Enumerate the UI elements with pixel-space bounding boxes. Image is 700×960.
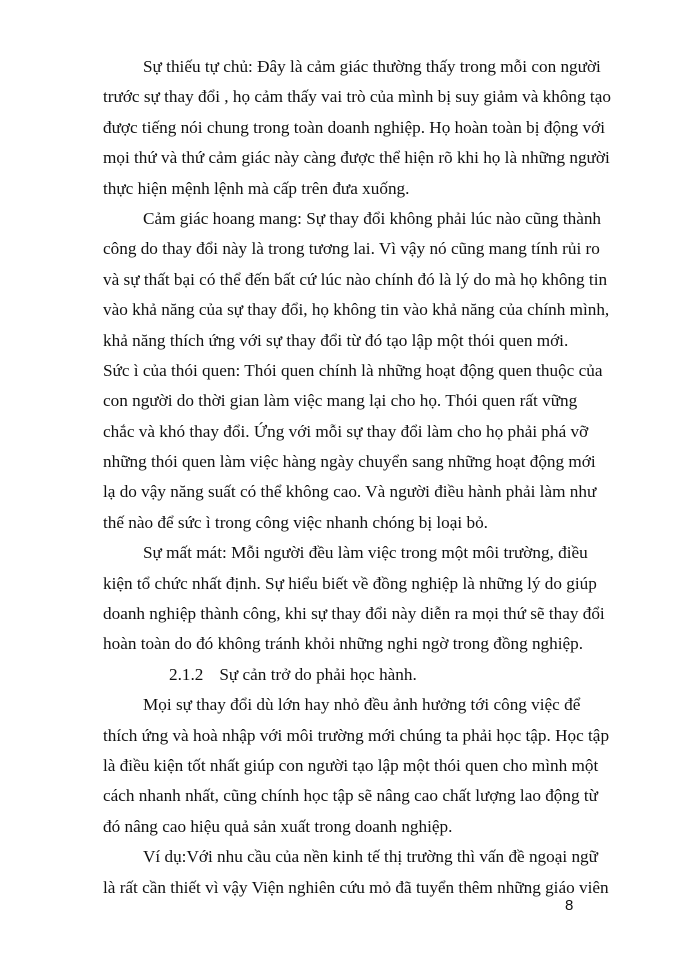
text-line: Cảm giác hoang mang: Sự thay đổi không phải lúc nào cũng thành [143,208,602,228]
section-number: 2.1.2 [169,664,204,684]
text-line: đó nâng cao hiệu quả sản xuất trong doanh nghiệp. [103,816,453,836]
text-line: Sự mất mát: Mỗi người đều làm việc trong một môi trường, điều [143,543,588,563]
paragraph [103,842,609,903]
text-line: cách nhanh nhất, cũng chính học tập sẽ nâng cao chất lượng lao động từ [103,786,598,806]
text-line: vào khả năng của sự thay đổi, họ không tin vào khả năng của chính mình, [103,300,610,320]
document-body [103,52,611,903]
text-line: là điều kiện tốt nhất giúp con người tạo lập một thói quen cho mình một [103,755,599,775]
text-line: mọi thứ và thứ cảm giác này càng được thể hiện rõ khi họ là những người [103,148,610,168]
text-line: con người do thời gian làm việc mang lại cho họ. Thói quen rất vững [103,391,578,411]
page-number: 8 [565,897,574,914]
text-line: Sự thiếu tự chủ: Đây là cảm giác thường thấy trong mỗi con người [143,57,601,76]
text-line: là rất cần thiết vì vậy Viện nghiên cứu mỏ đã tuyển thêm những giáo viên [103,877,609,897]
text-line: doanh nghiệp thành công, khi sự thay đổi này diễn ra mọi thứ sẽ thay đổi [103,604,605,624]
text-line: Ví dụ:Với nhu cầu của nền kinh tế thị trường thì vấn đề ngoại ngữ [143,847,598,867]
text-line: thực hiện mệnh lệnh mà cấp trên đưa xuống. [103,178,410,198]
text-line: kiện tổ chức nhất định. Sự hiểu biết về đồng nghiệp là những lý do giúp [103,573,597,593]
text-line: hoàn toàn do đó không tránh khỏi những nghi ngờ trong đồng nghiệp. [103,634,584,654]
text-line: thích ứng và hoà nhập với môi trường mới chúng ta phải học tập. Học tập [103,725,610,745]
text-line: công do thay đổi này là trong tương lai. Vì vậy nó cũng mang tính rủi ro [103,239,600,259]
paragraph [103,52,611,204]
paragraph [103,204,610,356]
text-line: những thói quen làm việc hàng ngày chuyển sang những hoạt động mới [103,452,596,472]
section-heading [103,660,576,690]
text-line: trước sự thay đổi , họ cảm thấy vai trò của mình bị suy giảm và không tạo [103,87,611,107]
section-title: Sự cản trở do phải học hành. [219,664,417,684]
text-line: Mọi sự thay đổi dù lớn hay nhỏ đều ảnh hưởng tới công việc để [143,695,581,715]
text-line: khả năng thích ứng với sự thay đổi từ đó tạo lập một thói quen mới. [103,330,569,350]
text-line: lạ do vậy năng suất có thể không cao. Và người điều hành phải làm như [103,482,597,502]
text-line: thế nào để sức ì trong công việc nhanh chóng bị loại bỏ. [103,512,488,532]
text-line: và sự thất bại có thể đến bất cứ lúc nào chính đó là lý do mà họ không tin [103,269,608,289]
paragraph [103,356,603,538]
text-line: được tiếng nói chung trong toàn doanh nghiệp. Họ hoàn toàn bị động với [103,117,605,137]
text-line: Sức ì của thói quen: Thói quen chính là những hoạt động quen thuộc của [103,360,603,380]
text-line: chắc và khó thay đổi. Ứng với mỗi sự thay đổi làm cho họ phải phá vỡ [103,421,589,441]
paragraph [103,538,605,660]
paragraph [103,690,610,842]
